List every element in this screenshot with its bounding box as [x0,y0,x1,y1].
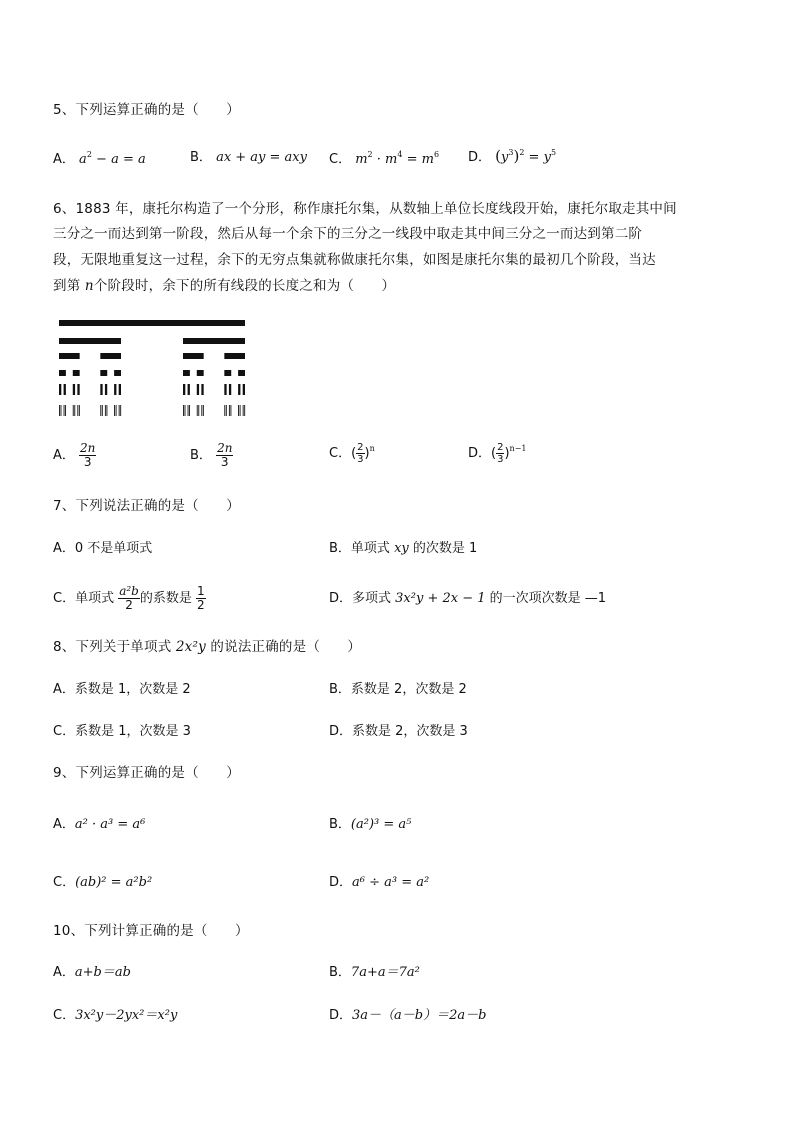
cantor-stage-5-segment-21 [198,405,199,416]
math-expression: a² · a³ = a⁶ [74,817,146,832]
cantor-stage-5-segment-2 [64,405,65,416]
cantor-stage-5-segment-23 [203,405,204,416]
q6-stem-line1: 6、1883 年，康托尔构造了一个分形，称作康托尔集，从数轴上单位长度线段开始，康托尔取走其中间 [53,201,677,217]
math-expression: xy [394,541,409,556]
option-label: A． [53,448,75,464]
cantor-stage-4-segment-11 [201,384,203,395]
stem-text: 到第 [53,278,85,294]
cantor-stage-4-segment-12 [224,384,226,395]
q9-stem: 9、下列运算正确的是（ ） [53,765,240,781]
math-exponent: 5 [550,148,557,157]
cantor-stage-5-segment-30 [243,405,244,416]
q8-option-b[interactable]: B．系数是 2，次数是 2 [329,682,467,697]
cantor-stage-5-segment-29 [240,405,241,416]
q9-option-d[interactable] [329,875,429,891]
cantor-stage-5-segment-13 [116,405,117,416]
q7-option-c[interactable] [53,585,206,612]
math-exponent: 3 [508,148,514,157]
q7-option-a[interactable]: A．0 不是单项式 [53,541,153,556]
option-text: 的一次项次数是 —1 [485,591,607,606]
q10-option-d[interactable] [329,1008,486,1024]
q10-option-c[interactable] [53,1008,177,1024]
math-expression: 3x²y－2yx²＝x²y [75,1008,178,1023]
math-m: m [385,152,398,167]
option-label: B． [190,150,212,165]
cantor-stage-5-segment-19 [189,405,190,416]
cantor-stage-4-segment-2 [73,384,75,395]
math-y: y [501,150,509,165]
fraction [196,585,206,612]
math-m: m [355,152,368,167]
cantor-stage-5-segment-26 [229,405,230,416]
cantor-stage-4-segment-8 [183,384,185,395]
q10-option-b[interactable] [329,965,420,981]
cantor-stage-4-segment-10 [197,384,199,395]
cantor-stage-5-segment-0 [59,405,60,416]
cantor-stage-5-segment-24 [224,405,225,416]
option-text: D．多项式 [329,591,396,606]
q6-option-c[interactable]: C．( $\frac{2}{3}$ )$^n$ [329,442,375,465]
fraction [356,442,364,465]
option-label: B． [329,965,351,980]
option-label: B． [329,817,351,832]
cantor-stage-5-segment-7 [79,405,80,416]
fraction-numerator: 2n [217,441,233,455]
q7-option-b[interactable] [329,541,477,557]
stem-text: 的说法正确的是（ ） [205,639,362,655]
option-label: C． [329,152,352,167]
option-label: A． [53,817,75,832]
cantor-stage-5-segment-27 [230,405,231,416]
q6-option-b[interactable] [190,442,233,469]
cantor-stage-4-segment-1 [64,384,66,395]
q10-option-a[interactable] [53,965,131,981]
cantor-stage-1-segment-0 [59,338,121,344]
q6-stem-line3: 段，无限地重复这一过程，余下的无穷点集就称做康托尔集，如图是康托尔集的最初几个阶段，当达 [53,252,656,268]
option-label: D． [468,150,492,165]
option-label: D． [468,446,492,461]
cantor-stage-5-segment-10 [105,405,106,416]
cantor-stage-5-segment-16 [183,405,184,416]
math-exponent: 2 [86,150,92,159]
fraction [118,585,140,612]
cantor-stage-3-segment-1 [73,370,80,376]
math-expression: (a²)³ = a⁵ [350,817,412,832]
option-label: A． [53,965,75,980]
fraction-denominator: 3 [220,455,229,470]
cantor-stage-5-segment-22 [201,405,202,416]
fraction [216,442,233,469]
option-label: C． [329,446,352,461]
stem-text: 个阶段时，余下的所有线段的长度之和为（ ） [93,278,396,294]
q6-option-a[interactable] [53,442,96,469]
fraction-denominator: 3 [83,455,92,470]
cantor-stage-5-segment-5 [74,405,75,416]
cantor-stage-1-segment-1 [183,338,245,344]
cantor-stage-5-segment-4 [73,405,74,416]
q5-option-b[interactable] [190,150,307,166]
cantor-stage-2-segment-3 [224,353,245,359]
option-label: C． [53,875,76,890]
cantor-stage-5-segment-25 [226,405,227,416]
option-text: C．单项式 [53,591,119,607]
option-label: C． [53,1008,76,1023]
cantor-stage-2-segment-2 [183,353,204,359]
stem-text: 8、下列关于单项式 [53,639,176,655]
q6-stem-line4 [53,278,395,294]
cantor-stage-2-segment-1 [100,353,121,359]
cantor-stage-0-segment-0 [59,320,245,326]
q5-option-a[interactable] [53,150,146,168]
cantor-stage-4-segment-0 [59,384,61,395]
math-expression: (ab)² = a²b² [75,875,153,890]
cantor-stage-3-segment-0 [59,370,66,376]
cantor-stage-3-segment-6 [224,370,231,376]
cantor-stage-4-segment-15 [243,384,245,395]
q6-stem-line2: 三分之一而达到第一阶段，然后从每一个余下的三分之一线段中取走其中间三分之一而达到第二阶 [53,226,643,242]
option-text: B．单项式 [329,541,395,556]
fraction-numerator: 2 [357,442,364,453]
cantor-stage-5-segment-31 [244,405,245,416]
q8-option-c[interactable]: C．系数是 1，次数是 3 [53,724,191,739]
q6-option-d[interactable]: D．( $\frac{2}{3}$ )$^{n-1}$ [468,442,527,465]
q8-stem [53,639,361,655]
option-label: D． [329,1008,353,1023]
cantor-stage-2-segment-0 [59,353,80,359]
cantor-stage-5-segment-20 [197,405,198,416]
math-rest: − a = a [91,152,146,167]
cantor-stage-4-segment-5 [105,384,107,395]
math-exponent: 6 [433,150,440,159]
math-rest: = m [402,152,434,167]
cantor-stage-3-segment-2 [100,370,107,376]
q10-stem: 10、下列计算正确的是（ ） [53,923,249,939]
cantor-stage-5-segment-8 [100,405,101,416]
cantor-stage-4-segment-6 [114,384,116,395]
fraction-denominator: 3 [497,454,504,465]
math-dot: · [372,152,386,167]
q8-option-d[interactable]: D．系数是 2，次数是 3 [329,724,468,739]
cantor-stage-5-segment-9 [102,405,103,416]
cantor-stage-4-segment-13 [229,384,231,395]
fraction-numerator: 2n [80,441,96,455]
fraction-numerator: 1 [197,584,205,598]
math-expression: a+b＝ab [74,965,131,980]
cantor-stage-4-segment-9 [188,384,190,395]
cantor-stage-3-segment-7 [238,370,245,376]
cantor-stage-5-segment-6 [77,405,78,416]
cantor-stage-5-segment-14 [119,405,120,416]
option-text: 的系数是 [139,591,197,607]
variable-n: n [84,278,94,294]
fraction-denominator: 3 [357,454,364,465]
math-exponent: n [369,444,375,453]
cantor-stage-5-segment-3 [65,405,66,416]
q9-option-c[interactable] [53,875,152,891]
cantor-stage-5-segment-17 [185,405,186,416]
fraction [79,442,96,469]
q9-option-a[interactable] [53,817,145,833]
cantor-stage-5-segment-15 [120,405,121,416]
fraction-numerator: 2 [497,442,504,453]
q5-option-c[interactable] [329,150,439,168]
math-expression: 7a+a＝7a² [350,965,420,980]
cantor-stage-3-segment-3 [114,370,121,376]
q5-stem: 5、下列运算正确的是（ ） [53,102,240,118]
fraction-denominator: 2 [125,598,133,613]
cantor-stage-4-segment-14 [238,384,240,395]
math-expression: ax + ay = axy [216,150,307,165]
cantor-set-figure [58,320,246,418]
cantor-stage-4-segment-4 [100,384,102,395]
math-a: a [79,152,87,167]
math-rest: = y [524,150,551,165]
fraction-denominator: 2 [197,598,205,613]
cantor-stage-5-segment-12 [114,405,115,416]
math-exponent: 2 [519,148,525,157]
option-text: 的次数是 1 [408,541,478,556]
q7-option-d[interactable] [329,591,606,607]
option-label: D． [329,875,353,890]
option-label: A． [53,152,75,167]
option-label: B． [190,448,212,464]
q9-option-b[interactable] [329,817,411,833]
cantor-stage-4-segment-3 [77,384,79,395]
cantor-stage-5-segment-1 [61,405,62,416]
math-expression: 3x²y + 2x − 1 [395,591,486,606]
q7-stem: 7、下列说法正确的是（ ） [53,498,240,514]
cantor-stage-3-segment-5 [197,370,204,376]
cantor-stage-3-segment-4 [183,370,190,376]
cantor-stage-5-segment-28 [238,405,239,416]
fraction-numerator: a²b [119,584,139,598]
math-expression: 3a－（a－b）＝2a－b [352,1008,487,1023]
q5-option-d[interactable]: D． $(y^3)^2 = y^5$ [468,147,557,165]
q8-option-a[interactable]: A．系数是 1，次数是 2 [53,682,191,697]
math-expression: 2x²y [175,639,206,655]
cantor-stage-5-segment-11 [106,405,107,416]
math-exponent: n−1 [509,444,527,453]
math-expression: a⁶ ÷ a³ = a² [352,875,430,890]
cantor-stage-5-segment-18 [188,405,189,416]
math-exponent: 4 [397,150,403,159]
math-exponent: 2 [367,150,373,159]
cantor-stage-4-segment-7 [119,384,121,395]
